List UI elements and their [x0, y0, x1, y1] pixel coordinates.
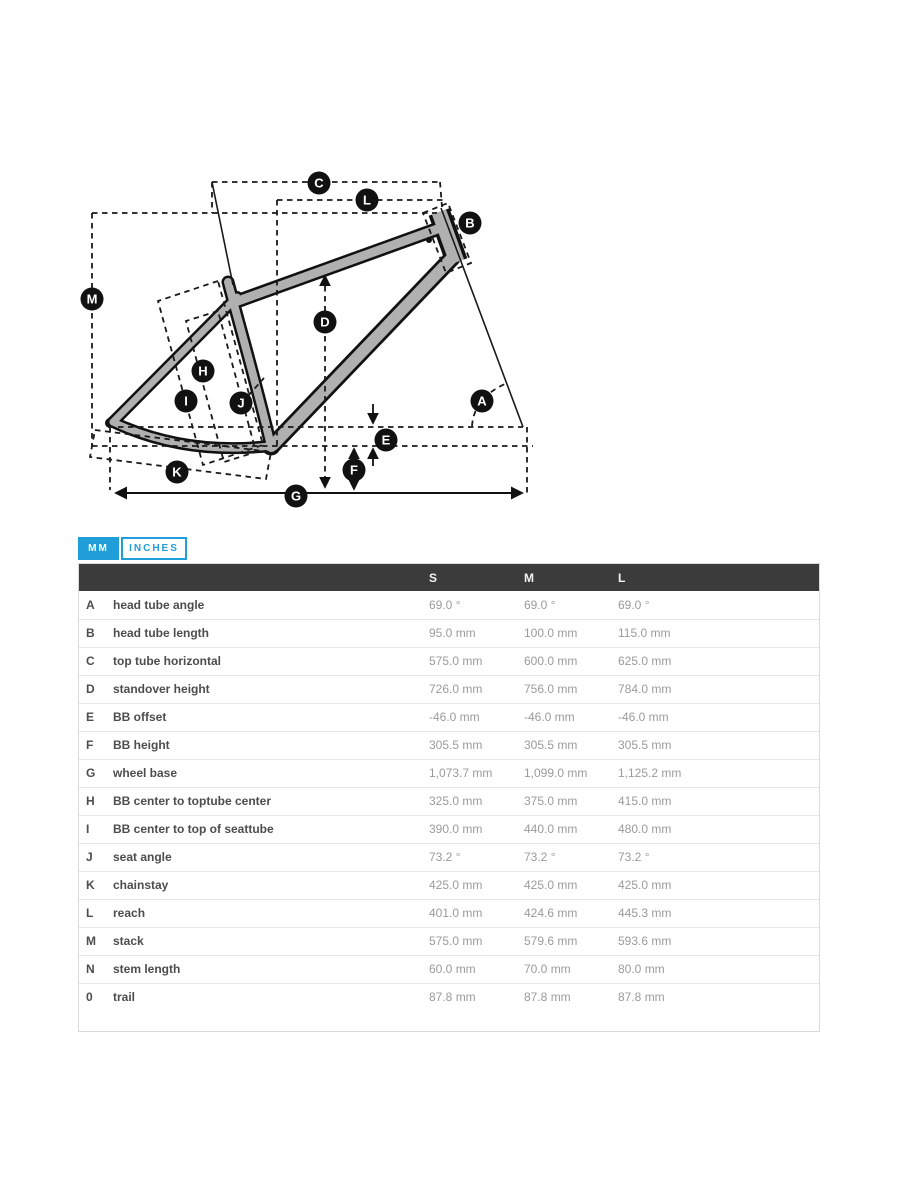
row-value-m: 600.0 mm [524, 654, 578, 668]
row-value-l: 80.0 mm [618, 962, 665, 976]
tab-inches[interactable]: INCHES [121, 537, 187, 560]
row-value-l: 480.0 mm [618, 822, 672, 836]
row-label: head tube angle [113, 597, 205, 612]
label-k [166, 461, 189, 484]
row-letter: L [86, 906, 94, 920]
label-c [308, 172, 331, 195]
header-letter-col [79, 564, 113, 591]
row-value-m: 424.6 mm [524, 906, 578, 920]
table-row [79, 983, 819, 1011]
row-value-s: 425.0 mm [429, 878, 483, 892]
row-value-m: 69.0 ° [524, 597, 556, 612]
row-value-m: 70.0 mm [524, 962, 571, 976]
row-label: chainstay [113, 878, 169, 892]
row-letter: B [86, 626, 95, 640]
row-letter: N [86, 962, 95, 976]
row-value-m: 425.0 mm [524, 878, 578, 892]
row-label: head tube length [113, 626, 209, 640]
row-value-m: 87.8 mm [524, 990, 571, 1005]
table-row [79, 647, 819, 675]
row-label: BB center to toptube center [113, 794, 272, 808]
frame-geometry-diagram [0, 0, 900, 530]
row-label: trail [113, 990, 136, 1005]
row-letter: A [86, 597, 95, 612]
row-value-m: 100.0 mm [524, 626, 578, 640]
row-value-l: 415.0 mm [618, 794, 672, 808]
row-letter: 0 [86, 990, 93, 1005]
row-value-l: -46.0 mm [618, 710, 669, 724]
geometry-table [78, 563, 820, 1032]
table-row [79, 871, 819, 899]
row-value-m: 375.0 mm [524, 794, 578, 808]
geometry-section [78, 537, 820, 1032]
row-value-m: 579.6 mm [524, 934, 578, 948]
row-value-l: 69.0 ° [618, 597, 650, 612]
row-letter: D [86, 682, 95, 696]
row-value-s: 726.0 mm [429, 682, 483, 696]
row-value-s: 575.0 mm [429, 654, 483, 668]
row-value-s: 1,073.7 mm [429, 766, 493, 780]
table-row [79, 815, 819, 843]
svg-text:K: K [172, 464, 182, 480]
label-l [356, 189, 379, 212]
row-label: stem length [113, 962, 181, 976]
row-value-l: 1,125.2 mm [618, 766, 682, 780]
svg-text:D: D [320, 314, 330, 330]
row-letter: C [86, 654, 95, 668]
svg-text:F: F [350, 462, 358, 478]
table-header-row [79, 564, 819, 591]
row-value-s: 305.5 mm [429, 738, 483, 752]
table-row [79, 759, 819, 787]
label-g [285, 485, 308, 508]
header-size-s: S [429, 570, 438, 585]
row-value-s: 69.0 ° [429, 597, 461, 612]
label-f [343, 459, 366, 482]
table-row [79, 703, 819, 731]
row-value-m: -46.0 mm [524, 710, 575, 724]
svg-text:J: J [237, 395, 245, 411]
bike-frame [105, 212, 457, 456]
table-body [79, 591, 819, 1011]
row-value-l: 625.0 mm [618, 654, 672, 668]
label-h [192, 360, 215, 383]
row-label: standover height [113, 682, 210, 696]
row-letter: H [86, 794, 95, 808]
label-b [459, 212, 482, 235]
label-a [471, 390, 494, 413]
row-value-s: 95.0 mm [429, 626, 476, 640]
row-value-l: 784.0 mm [618, 682, 672, 696]
table-row [79, 787, 819, 815]
row-label: reach [113, 906, 146, 920]
row-value-s: 575.0 mm [429, 934, 483, 948]
label-j [230, 392, 253, 415]
label-d [314, 311, 337, 334]
row-value-s: 325.0 mm [429, 794, 483, 808]
label-e [375, 429, 398, 452]
svg-text:E: E [381, 432, 391, 448]
row-value-m: 1,099.0 mm [524, 766, 588, 780]
row-value-l: 593.6 mm [618, 934, 672, 948]
row-letter: I [86, 822, 90, 836]
row-label: stack [113, 934, 144, 948]
svg-text:H: H [198, 363, 208, 379]
row-value-s: 390.0 mm [429, 822, 483, 836]
row-letter: E [86, 710, 95, 724]
row-label: top tube horizontal [113, 654, 221, 668]
row-value-s: 60.0 mm [429, 962, 476, 976]
row-value-l: 305.5 mm [618, 738, 672, 752]
row-letter: F [86, 738, 94, 752]
row-value-m: 440.0 mm [524, 822, 578, 836]
row-letter: K [86, 878, 95, 892]
svg-text:M: M [86, 291, 98, 307]
header-size-m: M [524, 570, 534, 585]
header-label-col [113, 564, 429, 591]
row-value-l: 115.0 mm [618, 626, 671, 640]
row-letter: M [86, 934, 96, 948]
header-size-l: L [618, 570, 626, 585]
svg-text:L: L [363, 192, 371, 208]
row-value-l: 73.2 ° [618, 850, 650, 864]
row-letter: J [86, 850, 93, 864]
label-m [81, 288, 104, 311]
svg-text:B: B [465, 215, 475, 231]
row-value-m: 73.2 ° [524, 850, 556, 864]
svg-text:I: I [184, 393, 188, 409]
row-value-s: 401.0 mm [429, 906, 483, 920]
row-value-m: 756.0 mm [524, 682, 578, 696]
table-row [79, 675, 819, 703]
row-letter: G [86, 766, 96, 780]
row-label: BB height [113, 738, 170, 752]
table-row [79, 731, 819, 759]
row-value-l: 445.3 mm [618, 906, 672, 920]
svg-text:G: G [290, 488, 302, 504]
table-row [79, 899, 819, 927]
table-row [79, 591, 819, 619]
cable-port [426, 237, 432, 243]
svg-text:C: C [314, 175, 324, 191]
label-i [175, 390, 198, 413]
row-label: BB offset [113, 710, 167, 724]
unit-tabs [78, 537, 820, 560]
row-value-l: 425.0 mm [618, 878, 672, 892]
table-row [79, 619, 819, 647]
svg-text:A: A [477, 393, 487, 409]
table-row [79, 843, 819, 871]
row-label: BB center to top of seattube [113, 822, 274, 836]
tab-mm[interactable]: MM [78, 537, 119, 560]
row-value-s: 87.8 mm [429, 990, 476, 1005]
table-row [79, 927, 819, 955]
table-row [79, 955, 819, 983]
row-value-s: -46.0 mm [429, 710, 480, 724]
row-label: seat angle [113, 850, 172, 864]
row-label: wheel base [113, 766, 178, 780]
row-value-s: 73.2 ° [429, 850, 461, 864]
row-value-m: 305.5 mm [524, 738, 578, 752]
row-value-l: 87.8 mm [618, 990, 665, 1005]
